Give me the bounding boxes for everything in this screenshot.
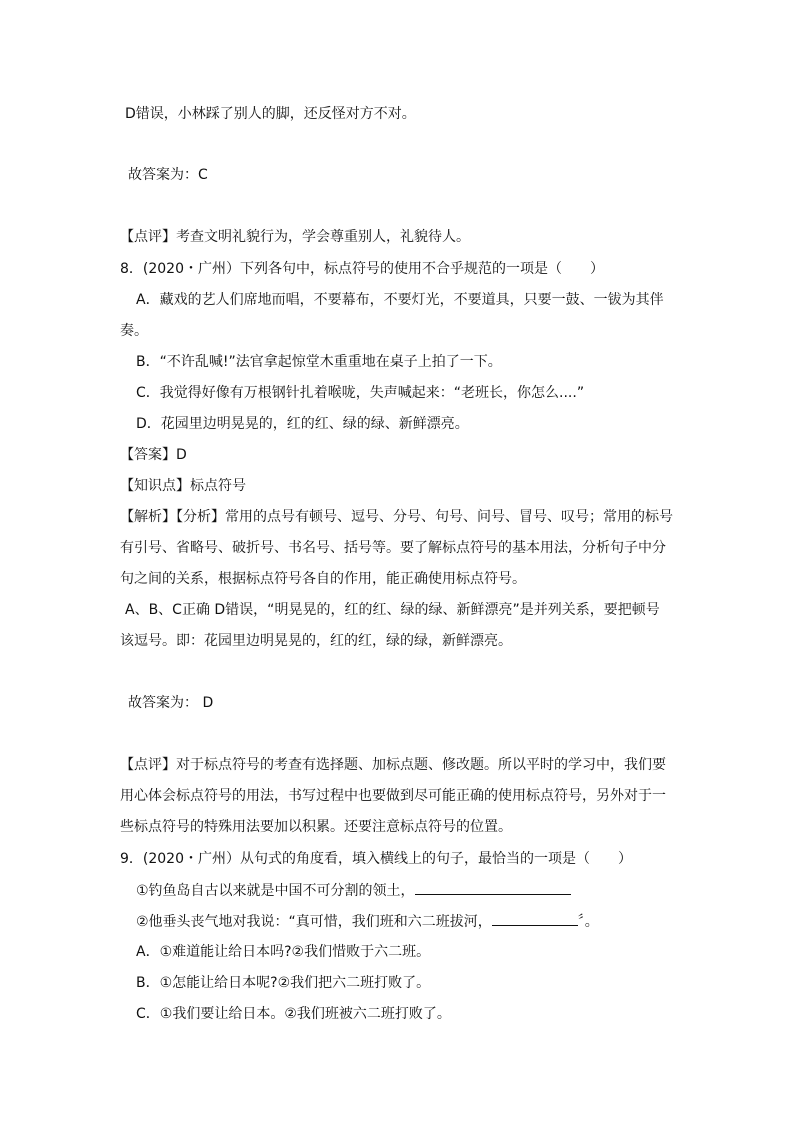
q9-sentence-1-text: ①钓鱼岛自古以来就是中国不可分割的领土， [136, 883, 415, 899]
q8-analysis-line1: 【解析】【分析】常用的点号有顿号、逗号、分号、句号、问号、冒号、叹号；常用的标号 [120, 509, 673, 525]
q8-analysis-line3: 句之间的关系，根据标点符号各自的作用，能正确使用标点符号。 [120, 571, 526, 587]
q8-answer: 【答案】D [120, 447, 187, 463]
q9-option-a: A．①难道能让给日本吗?②我们惜败于六二班。 [136, 944, 431, 960]
q8-detail-line1: A、B、C正确 D错误，“明晃晃的，红的红、绿的绿、新鲜漂亮”是并列关系，要把顿号 [125, 602, 660, 618]
q8-answer-d-line: 故答案为： D [128, 695, 214, 711]
q8-option-b: B．“不许乱喊!”法官拿起惊堂木重重地在桌子上拍了一下。 [136, 354, 502, 370]
q8-option-a-line2: 奏。 [120, 323, 148, 339]
question-8-stem: 8．(2020・广州）下列各句中，标点符号的使用不合乎规范的一项是（ ） [120, 261, 604, 277]
q8-option-a-line1: A．藏戏的艺人们席地而唱，不要幕布，不要灯光，不要道具，只要一鼓、一钹为其伴 [136, 292, 664, 308]
blank-line-2 [492, 911, 578, 926]
d-wrong-line: D错误，小林踩了别人的脚，还反怪对方不对。 [125, 106, 416, 122]
blank-line-1 [415, 880, 571, 895]
q9-option-b: B．①怎能让给日本呢?②我们把六二班打败了。 [136, 975, 431, 991]
q9-option-c: C．①我们要让给日本。②我们班被六二班打败了。 [136, 1006, 451, 1022]
q8-analysis-line2: 有引号、省略号、破折号、书名号、括号等。要了解标点符号的基本用法，分析句子中分 [120, 540, 666, 556]
q8-option-c: C．我觉得好像有万根钢针扎着喉咙，失声喊起来：“老班长，你怎么....” [136, 385, 585, 401]
comment-line: 【点评】考查文明礼貌行为，学会尊重别人，礼貌待人。 [120, 229, 470, 245]
question-9-stem: 9．(2020・广州）从句式的角度看，填入横线上的句子，最恰当的一项是（ ） [120, 851, 632, 867]
q8-detail-line2: 该逗号。即：花园里边明晃晃的，红的红，绿的绿，新鲜漂亮。 [120, 633, 512, 649]
q8-comment-line3: 些标点符号的特殊用法要加以积累。还要注意标点符号的位置。 [120, 819, 512, 835]
q9-sentence-2-end: 〞。 [577, 914, 599, 930]
q9-sentence-2 [136, 911, 599, 932]
q8-option-d: D．花园里边明晃晃的，红的红、绿的绿、新鲜漂亮。 [136, 416, 469, 432]
answer-c-line: 故答案为：C [128, 167, 208, 183]
q8-knowledge: 【知识点】标点符号 [120, 478, 246, 494]
q9-sentence-2-text: ②他垂头丧气地对我说：“真可惜，我们班和六二班拔河， [136, 914, 492, 930]
q9-sentence-1 [136, 880, 571, 901]
q8-comment-line1: 【点评】对于标点符号的考查有选择题、加标点题、修改题。所以平时的学习中，我们要 [120, 757, 666, 773]
q8-comment-line2: 用心体会标点符号的用法，书写过程中也要做到尽可能正确的使用标点符号，另外对于一 [120, 788, 666, 804]
